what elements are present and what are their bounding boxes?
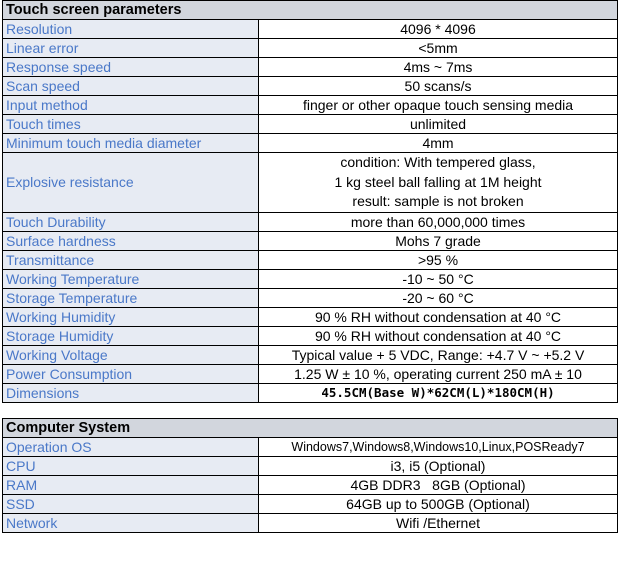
table-row [3, 231, 618, 250]
touch-section-title: Touch screen parameters [3, 1, 618, 20]
computer-section-title: Computer System [3, 418, 618, 437]
spec-value-line: 1 kg steel ball falling at 1M height [334, 173, 542, 190]
table-row [3, 134, 618, 153]
table-row [3, 326, 618, 345]
table-row [3, 456, 618, 475]
spec-value: 4ms ~ 7ms [259, 58, 618, 77]
spec-value: 4GB DDR3 8GB (Optional) [259, 475, 618, 494]
spec-value: 90 % RH without condensation at 40 °C [259, 326, 618, 345]
table-row [3, 58, 618, 77]
table-row [3, 77, 618, 96]
spec-value: Wifi /Ethernet [259, 513, 618, 532]
table-row [3, 364, 618, 383]
table-row [3, 345, 618, 364]
spec-table [2, 0, 618, 533]
spec-value: 45.5CM(Base W)*62CM(L)*180CM(H) [259, 383, 618, 402]
spec-value: >95 % [259, 250, 618, 269]
spec-value: -10 ~ 50 °C [259, 269, 618, 288]
spec-value: 4096 * 4096 [259, 20, 618, 39]
table-row [3, 250, 618, 269]
spec-label: Scan speed [3, 77, 259, 96]
spec-value-line: result: sample is not broken [352, 193, 524, 210]
spec-label: CPU [3, 456, 259, 475]
spec-value: -20 ~ 60 °C [259, 288, 618, 307]
table-row [3, 475, 618, 494]
table-row [3, 96, 618, 115]
spec-label: Touch Durability [3, 212, 259, 231]
spec-label: Surface hardness [3, 231, 259, 250]
spec-value: finger or other opaque touch sensing media [259, 96, 618, 115]
spec-value: <5mm [259, 39, 618, 58]
table-row [3, 212, 618, 231]
table-row [3, 307, 618, 326]
spec-label: Input method [3, 96, 259, 115]
table-row [3, 115, 618, 134]
spec-value: i3, i5 (Optional) [259, 456, 618, 475]
spec-value: Mohs 7 grade [259, 231, 618, 250]
table-row [3, 513, 618, 532]
spec-value: 64GB up to 500GB (Optional) [259, 494, 618, 513]
table-row [3, 437, 618, 456]
spec-label: Working Humidity [3, 307, 259, 326]
touch-section-header [3, 1, 618, 20]
table-row [3, 39, 618, 58]
spec-label: Transmittance [3, 250, 259, 269]
spec-label: Operation OS [3, 437, 259, 456]
spec-label: Touch times [3, 115, 259, 134]
computer-section-header [3, 418, 618, 437]
spec-value: 90 % RH without condensation at 40 °C [259, 307, 618, 326]
spec-value-line: condition: With tempered glass, [340, 154, 536, 170]
spec-label: Working Temperature [3, 269, 259, 288]
table-row [3, 383, 618, 402]
table-row [3, 20, 618, 39]
spacer-cell [3, 402, 618, 418]
table-row [3, 153, 618, 213]
section-spacer [3, 402, 618, 418]
spec-value: 50 scans/s [259, 77, 618, 96]
spec-value: 4mm [259, 134, 618, 153]
spec-label: Minimum touch media diameter [3, 134, 259, 153]
spec-label: Resolution [3, 20, 259, 39]
spec-label: Storage Humidity [3, 326, 259, 345]
spec-value: unlimited [259, 115, 618, 134]
table-row [3, 288, 618, 307]
spec-label: Network [3, 513, 259, 532]
spec-label: Power Consumption [3, 364, 259, 383]
spec-value: 1.25 W ± 10 %, operating current 250 mA ± 10 [259, 364, 618, 383]
spec-label: Dimensions [3, 383, 259, 402]
spec-value: more than 60,000,000 times [259, 212, 618, 231]
table-row [3, 269, 618, 288]
spec-label: Response speed [3, 58, 259, 77]
spec-label: Storage Temperature [3, 288, 259, 307]
spec-table-container [2, 0, 617, 533]
spec-value: Windows7,Windows8,Windows10,Linux,POSReady7 [259, 437, 618, 456]
spec-value: Typical value + 5 VDC, Range: +4.7 V ~ +5.2 V [259, 345, 618, 364]
spec-label: SSD [3, 494, 259, 513]
spec-label: Working Voltage [3, 345, 259, 364]
spec-label: Linear error [3, 39, 259, 58]
spec-value-multiline [259, 153, 618, 213]
spec-label: RAM [3, 475, 259, 494]
spec-label: Explosive resistance [3, 153, 259, 213]
table-row [3, 494, 618, 513]
